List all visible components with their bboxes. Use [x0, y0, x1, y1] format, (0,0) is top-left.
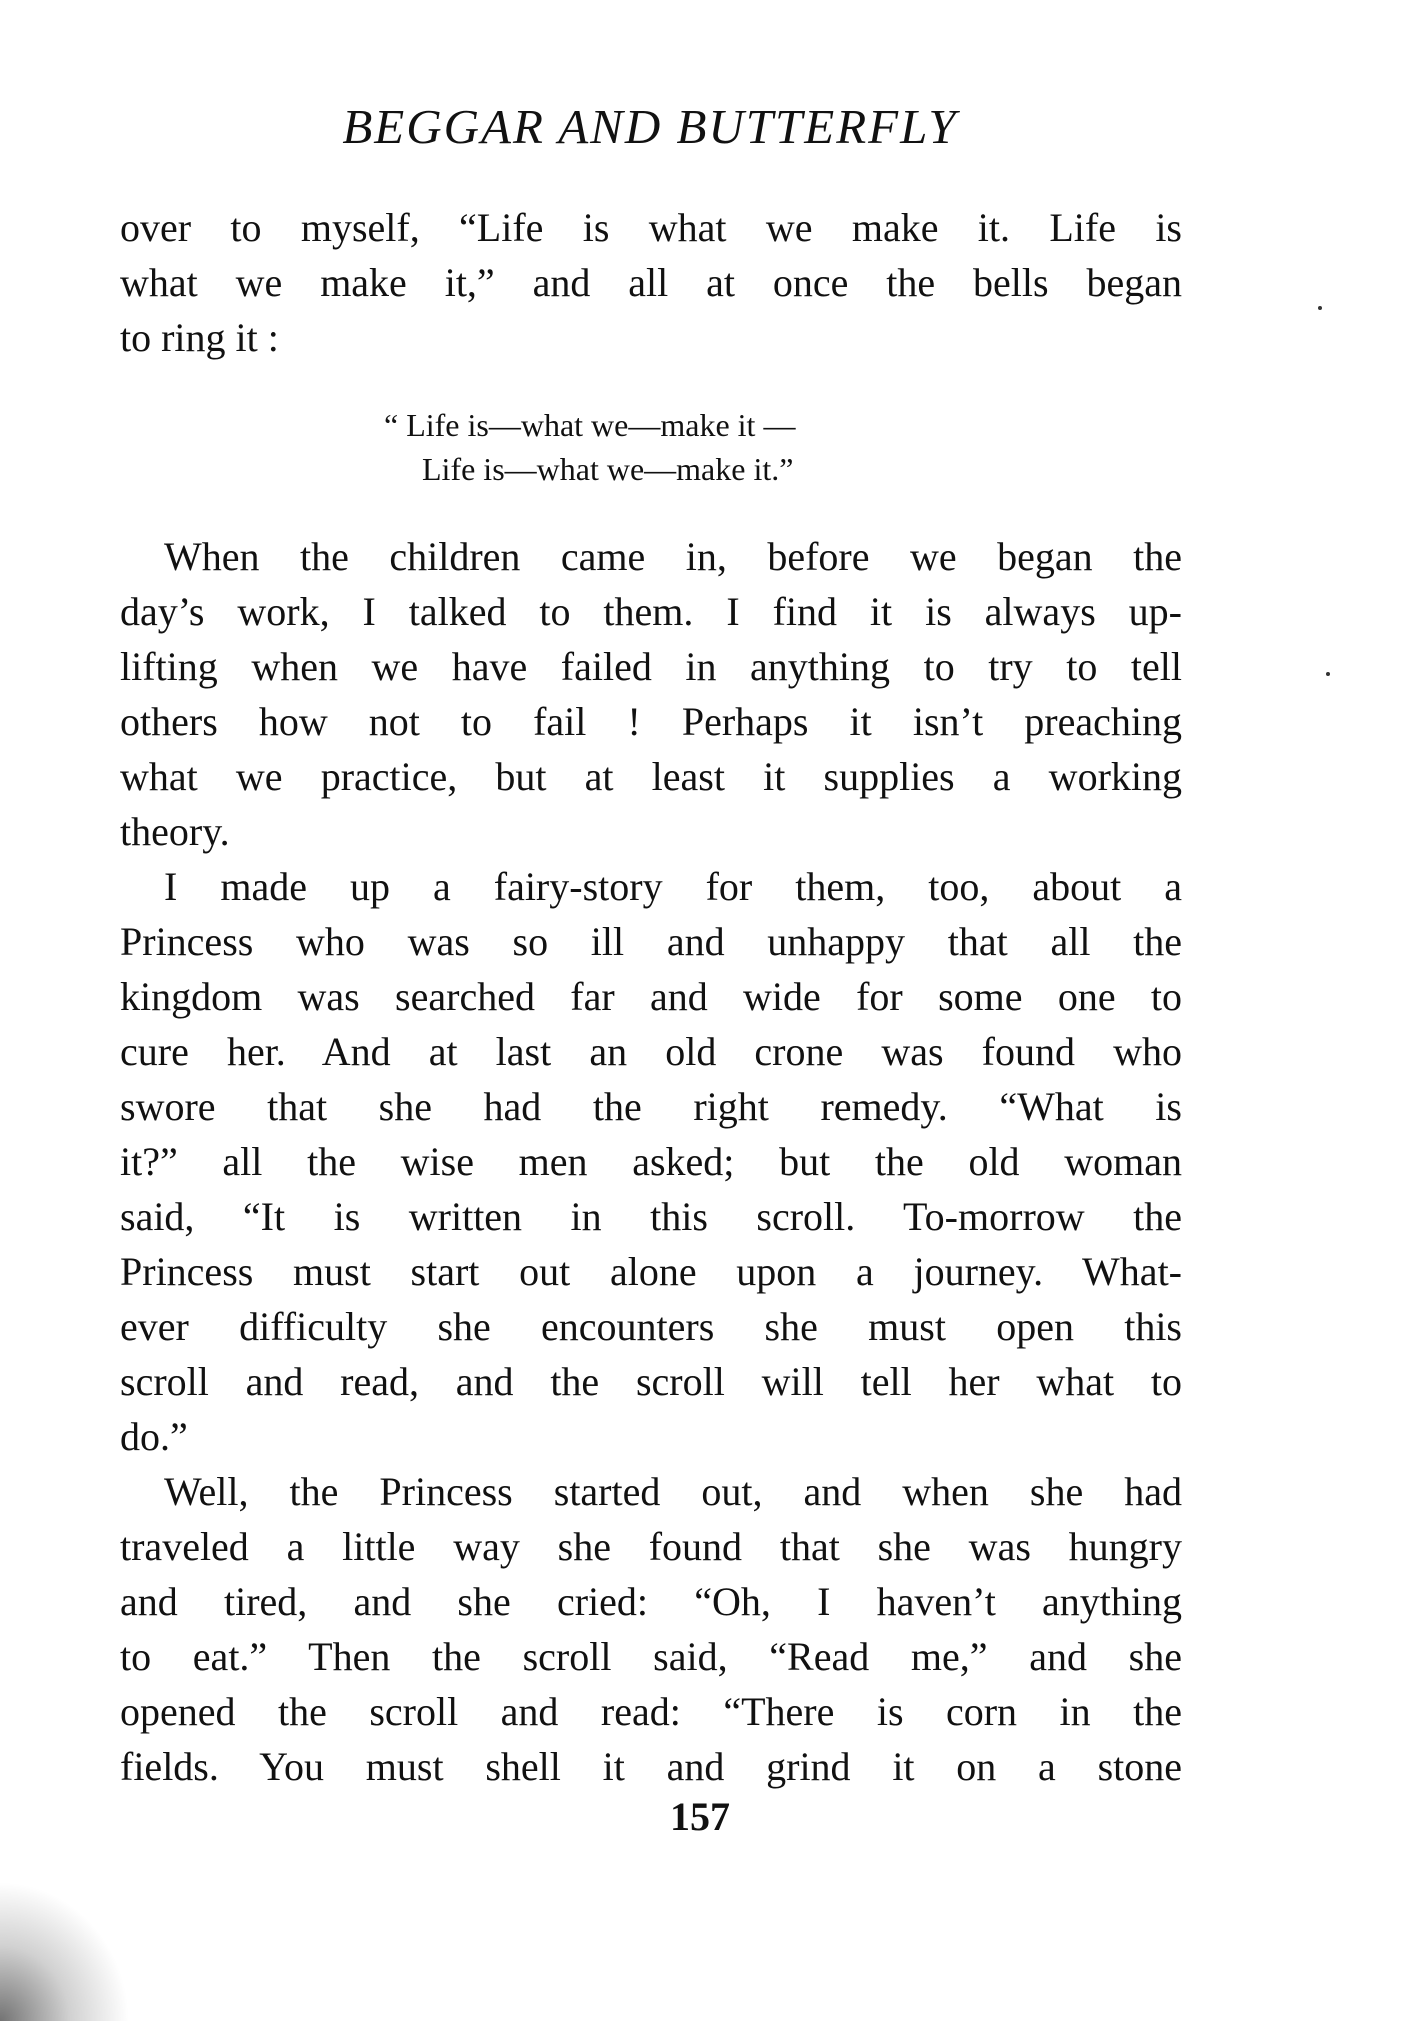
text-line: opened the scroll and read: “There is corn in the — [120, 1689, 1182, 1734]
text-line: day’s work, I talked to them. I find it is always up- — [120, 589, 1182, 634]
scan-shadow — [0, 1881, 130, 2021]
text-line: what we practice, but at least it supplies a working — [120, 754, 1182, 799]
scan-speck — [1318, 306, 1322, 310]
text-line: what we make it,” and all at once the bells began — [120, 260, 1182, 305]
scan-speck — [1326, 672, 1330, 676]
text-line: others how not to fail ! Perhaps it isn’t preaching — [120, 699, 1182, 744]
text-line: kingdom was searched far and wide for some one to — [120, 974, 1182, 1019]
verse-quote — [120, 403, 1182, 491]
text-line: fields. You must shell it and grind it on a stone — [120, 1744, 1182, 1789]
text-line: do.” — [120, 1414, 188, 1459]
text-line: I made up a fairy-story for them, too, about a — [164, 864, 1182, 909]
text-line: ever difficulty she encounters she must open this — [120, 1304, 1182, 1349]
text-line: and tired, and she cried: “Oh, I haven’t anything — [120, 1579, 1182, 1624]
page-number: 157 — [670, 1794, 730, 1839]
text-line: theory. — [120, 809, 230, 854]
text-line: Princess must start out alone upon a journey. What- — [120, 1249, 1182, 1294]
text-line: said, “It is written in this scroll. To-morrow the — [120, 1194, 1182, 1239]
text-line: When the children came in, before we began the — [164, 534, 1182, 579]
text-line: scroll and read, and the scroll will tell her what to — [120, 1359, 1182, 1404]
text-line: to eat.” Then the scroll said, “Read me,” and she — [120, 1634, 1182, 1679]
text-line: Princess who was so ill and unhappy that all the — [120, 919, 1182, 964]
text-line: lifting when we have failed in anything to try to tell — [120, 644, 1182, 689]
text-line: over to myself, “Life is what we make it. Life is — [120, 205, 1182, 250]
text-line: swore that she had the right remedy. “What is — [120, 1084, 1182, 1129]
text-line: to ring it : — [120, 315, 279, 360]
text-line: it?” all the wise men asked; but the old woman — [120, 1139, 1182, 1184]
verse-line: “ Life is—what we—make it — — [384, 407, 796, 443]
running-head: BEGGAR AND BUTTERFLY — [342, 99, 958, 154]
body-text — [120, 200, 1182, 1794]
verse-line: Life is—what we—make it.” — [422, 451, 794, 487]
text-line: traveled a little way she found that she was hungry — [120, 1524, 1182, 1569]
text-line: cure her. And at last an old crone was found who — [120, 1029, 1182, 1074]
text-line: Well, the Princess started out, and when she had — [164, 1469, 1182, 1514]
